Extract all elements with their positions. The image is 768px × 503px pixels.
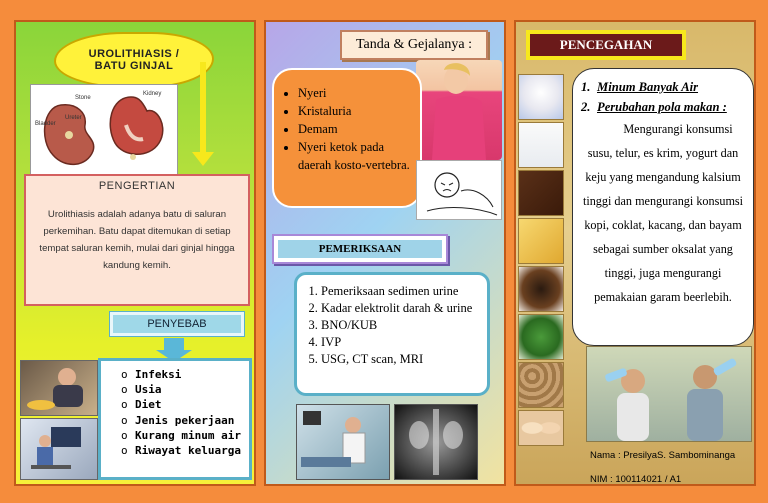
author-nim: NIM : 100114021 / A1 <box>590 474 682 485</box>
list-item: • Demam <box>298 120 412 138</box>
coffee-photo <box>518 266 564 312</box>
causes-list <box>109 367 241 458</box>
examination-list <box>303 283 481 368</box>
title-line-2: BATU GINJAL <box>94 60 174 72</box>
people-drinking-water-photo <box>586 346 752 442</box>
pointer-arrow-line <box>200 62 206 154</box>
kidney-diagram-svg <box>31 85 177 185</box>
item-number: 1. <box>581 80 591 94</box>
food-photo-column <box>518 74 564 400</box>
item-number: 2. <box>581 100 591 114</box>
sick-person-sketch-svg <box>417 161 501 219</box>
eggs-photo <box>518 410 564 446</box>
woman-back-pain-svg <box>416 60 502 160</box>
list-item: • Nyeri <box>298 84 412 102</box>
symptoms-title: Tanda & Gejalanya : <box>340 30 488 60</box>
list-item: 5. USG, CT scan, MRI <box>321 351 481 368</box>
panel-prevention <box>514 20 756 486</box>
prevention-item-1 <box>581 77 745 97</box>
title-line-1: UROLITHIASIS / <box>88 48 180 60</box>
chocolate-photo <box>518 170 564 216</box>
peanuts-photo <box>518 362 564 408</box>
definition-text: Urolithiasis adalah adanya batu di saluran perkemihan. Batu dapat ditemukan di setiap tempat saluran kemih, mulai dari ginjal hingga kandung kemih. <box>39 209 235 271</box>
list-item: 3. BNO/KUB <box>321 317 481 334</box>
man-eating-photo-svg <box>21 361 97 415</box>
prevention-item-2 <box>581 97 745 117</box>
milk-photo <box>518 122 564 168</box>
diagram-label: Ureter <box>65 115 82 121</box>
list-item: o Jenis pekerjaan <box>121 413 241 428</box>
prevention-description: Mengurangi konsumsi susu, telur, es krim, yogurt dan keju yang mengandung kalsium tinggi dan mengurangi konsumsi kopi, coklat, kacang, dan bayam sebagai sumber oksalat yang tinggi, juga mengurangi pemakaian garam beerlebih. <box>582 122 744 304</box>
list-item: • Nyeri ketok pada daerah kosto-vertebra. <box>298 138 412 174</box>
sick-person-sketch <box>416 160 502 220</box>
spinach-photo <box>518 314 564 360</box>
list-item: 1. Pemeriksaan sedimen urine <box>321 283 481 300</box>
ultrasound-exam-svg <box>297 405 389 479</box>
panel-symptoms <box>264 20 506 486</box>
examination-title-box <box>272 234 448 264</box>
xray-kidney-photo <box>394 404 478 480</box>
symptoms-list <box>284 84 412 174</box>
list-item: 2. Kadar elektrolit darah & urine <box>321 300 481 317</box>
list-item: o Diet <box>121 397 241 412</box>
diagram-label: Stone <box>75 95 91 101</box>
woman-back-pain-photo <box>416 60 502 160</box>
author-name: Nama : PresilyaS. Sambominanga <box>590 450 736 461</box>
prevention-box <box>572 68 754 346</box>
list-item: • Kristaluria <box>298 102 412 120</box>
causes-title: PENYEBAB <box>110 312 244 336</box>
diagram-label: Kidney <box>143 91 162 97</box>
cheese-photo <box>518 218 564 264</box>
xray-kidney-svg <box>395 405 477 479</box>
list-item: o Kurang minum air <box>121 428 241 443</box>
prevention-title-box <box>526 30 686 60</box>
office-worker-photo-svg <box>21 419 97 479</box>
list-item: o Riwayat keluarga <box>121 443 241 458</box>
list-item: 4. IVP <box>321 334 481 351</box>
panel-definition <box>14 20 256 486</box>
definition-box <box>24 174 250 306</box>
sugar-cubes-photo <box>518 74 564 120</box>
examination-title: PEMERIKSAAN <box>278 240 442 258</box>
kidney-diagram-image <box>30 84 178 186</box>
ultrasound-exam-photo <box>296 404 390 480</box>
pointer-arrow-head <box>192 152 214 166</box>
office-worker-photo <box>20 418 98 480</box>
title-cloud <box>54 32 214 88</box>
examination-box <box>294 272 490 396</box>
prevention-item-1-text: Minum Banyak Air <box>597 80 699 94</box>
prevention-title: PENCEGAHAN <box>530 34 682 56</box>
prevention-item-2-text: Perubahan pola makan : <box>597 100 727 114</box>
diagram-label: Bladder <box>35 121 56 127</box>
definition-title: PENGERTIAN <box>98 180 176 192</box>
causes-list-box <box>98 358 252 480</box>
list-item: o Infeksi <box>121 367 241 382</box>
people-drinking-water-svg <box>587 347 751 441</box>
symptoms-box <box>272 68 422 208</box>
list-item: o Usia <box>121 382 241 397</box>
man-eating-photo <box>20 360 98 416</box>
